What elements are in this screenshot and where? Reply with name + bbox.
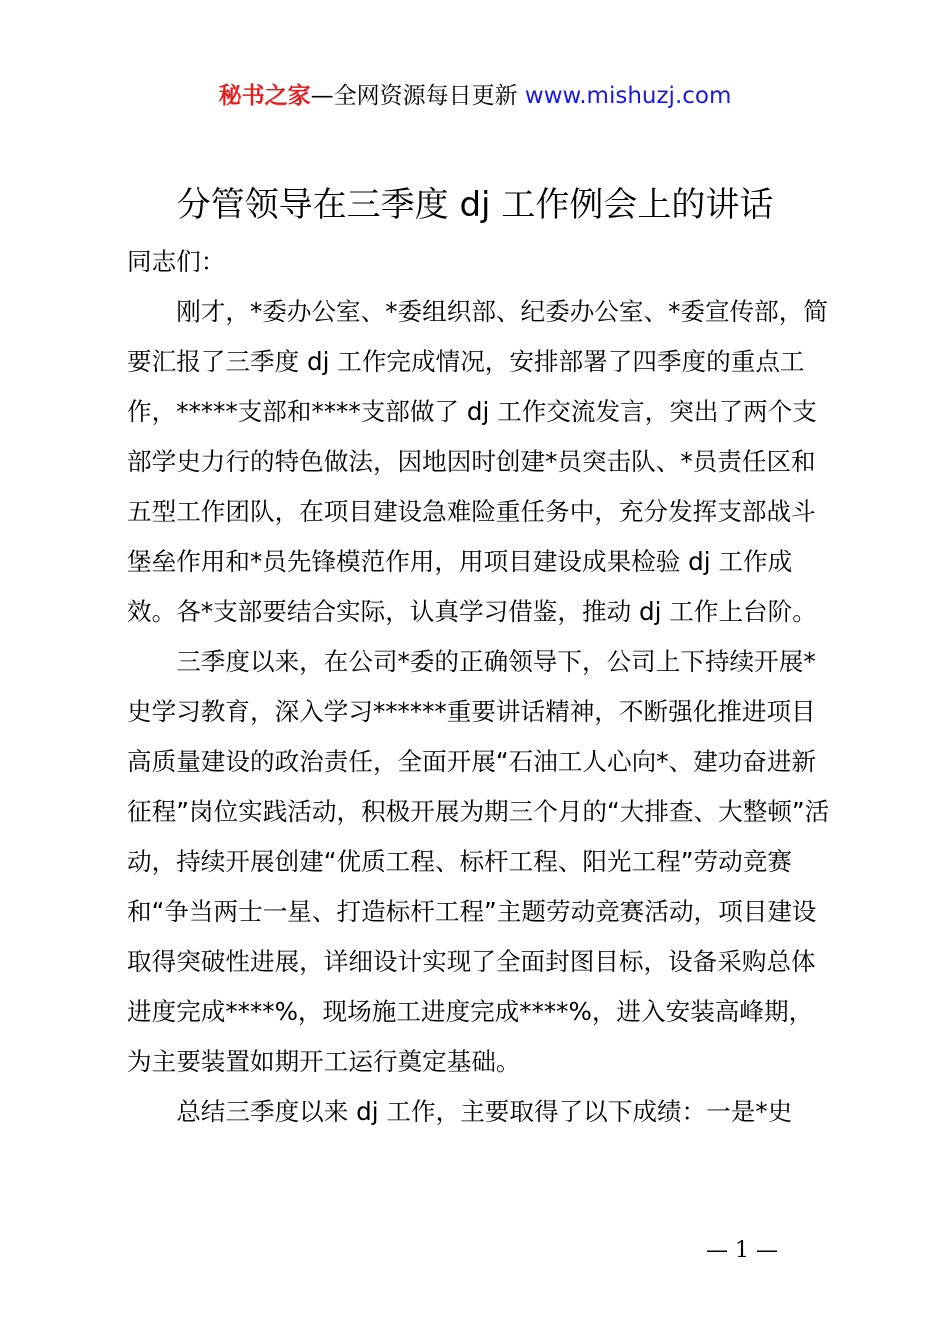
document-body <box>127 237 837 1137</box>
paragraph: 三季度以来，在公司*委的正确领导下，公司上下持续开展*史学习教育，深入学习******重要讲话精神，不断强化推进项目高质量建设的政治责任，全面开展“石油工人心向*、建功奋进新征程”岗位实践活动，积极开展为期三个月的“大排查、大整顿”活动，持续开展创建“优质工程、标杆工程、阳光工程”劳动竞赛和“争当两士一星、打造标杆工程”主题劳动竞赛活动，项目建设取得突破性进展，详细设计实现了全面封图目标，设备采购总体进度完成****%，现场施工进度完成****%，进入安装高峰期，为主要装置如期开工运行奠定基础。 <box>127 647 830 1076</box>
page-number: — 1 — <box>706 1238 778 1263</box>
greeting: 同志们： <box>127 247 226 276</box>
brand-name: 秘书之家 <box>218 83 311 109</box>
paragraph: 刚才，*委办公室、*委组织部、纪委办公室、*委宣传部，简要汇报了三季度 dj 工作完成情况，安排部署了四季度的重点工作，*****支部和****支部做了 dj 工作交流发言，突出了两个支部学史力行的特色做法，因地因时创建*员突击队、*员责任区和五型工作团队，在项目建设急难险重任务中，充分发挥支部战斗堡垒作用和*员先锋模范作用，用项目建设成果检验 dj 工作成效。各*支部要结合实际，认真学习借鉴，推动 dj 工作上台阶。 <box>127 297 828 626</box>
site-url-link[interactable]: www.mishuzj.com <box>524 83 732 109</box>
paragraph-start: 总结三季度以来 dj 工作，主要取得了以下成绩：一是*史 <box>176 1097 793 1126</box>
header-slogan: —全网资源每日更新 <box>310 83 518 109</box>
document-title: 分管领导在三季度 dj 工作例会上的讲话 <box>176 185 774 225</box>
site-header <box>0 80 950 112</box>
